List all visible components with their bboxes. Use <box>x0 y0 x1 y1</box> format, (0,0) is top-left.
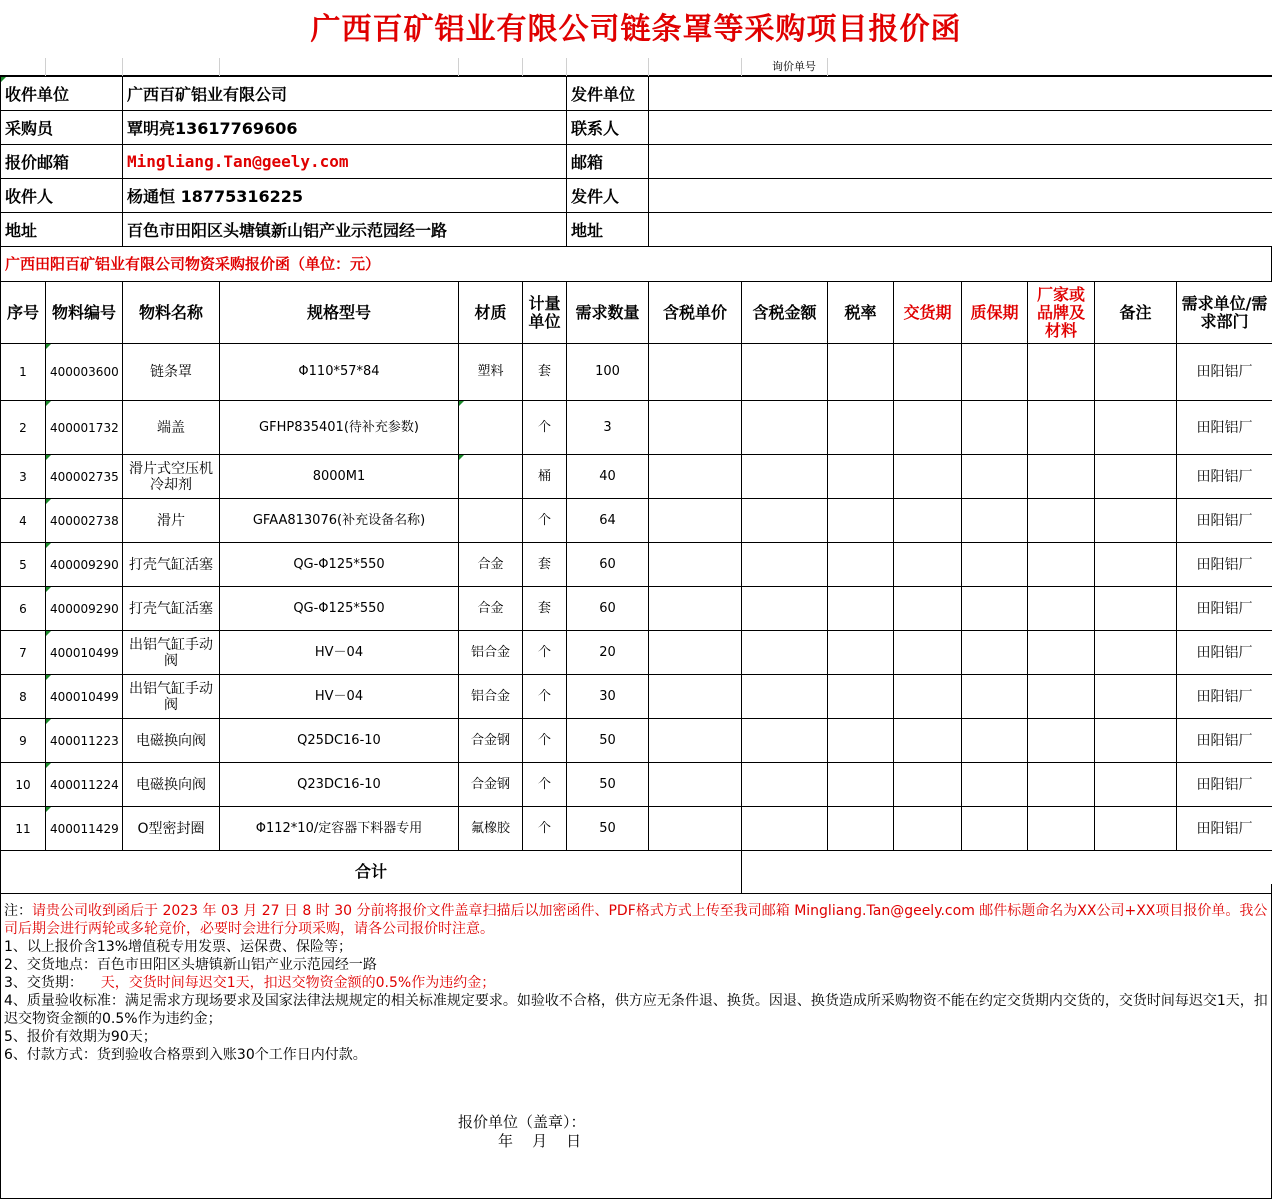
column-header: 厂家或品牌及材料 <box>1028 282 1095 344</box>
cell-delivery[interactable] <box>894 401 962 455</box>
note-line-3-prefix: 3、交货期： <box>4 975 83 991</box>
cell-remark[interactable] <box>1095 499 1177 543</box>
cell-tax-rate[interactable] <box>828 675 894 719</box>
cell-code: 400009290 <box>46 587 123 631</box>
cell-name: 打壳气缸活塞 <box>123 587 220 631</box>
cell-remark[interactable] <box>1095 719 1177 763</box>
cell-material <box>459 499 523 543</box>
cell-material: 铝合金 <box>459 631 523 675</box>
cell-unit-price[interactable] <box>649 807 742 851</box>
column-header: 质保期 <box>962 282 1028 344</box>
cell-amount[interactable] <box>742 344 828 401</box>
cell-tax-rate[interactable] <box>828 631 894 675</box>
cell-seq: 2 <box>1 401 46 455</box>
cell-brand[interactable] <box>1028 631 1095 675</box>
cell-unit: 套 <box>523 543 567 587</box>
info-row <box>1 111 1272 145</box>
cell-tax-rate[interactable] <box>828 499 894 543</box>
table-row <box>1 807 1272 851</box>
cell-amount[interactable] <box>742 499 828 543</box>
cell-delivery[interactable] <box>894 344 962 401</box>
cell-unit-price[interactable] <box>649 587 742 631</box>
cell-material: 合金钢 <box>459 763 523 807</box>
cell-brand[interactable] <box>1028 344 1095 401</box>
cell-code: 400002735 <box>46 455 123 499</box>
info-label: 收件单位 <box>1 77 123 111</box>
table-row <box>1 675 1272 719</box>
info-value[interactable]: 杨通恒 18775316225 <box>123 179 567 213</box>
table-row <box>1 543 1272 587</box>
cell-unit: 个 <box>523 499 567 543</box>
cell-seq: 7 <box>1 631 46 675</box>
cell-name: 电磁换向阀 <box>123 719 220 763</box>
cell-qty: 50 <box>567 719 649 763</box>
cell-unit: 个 <box>523 807 567 851</box>
cell-code: 400009290 <box>46 543 123 587</box>
cell-material: 合金 <box>459 587 523 631</box>
signature-date: 年 月 日 <box>498 1132 582 1150</box>
cell-remark[interactable] <box>1095 631 1177 675</box>
cell-remark[interactable] <box>1095 587 1177 631</box>
cell-tax-rate[interactable] <box>828 807 894 851</box>
cell-dept: 田阳铝厂 <box>1177 631 1272 675</box>
cell-seq: 1 <box>1 344 46 401</box>
cell-code: 400001732 <box>46 401 123 455</box>
cell-spec: GFAA813076(补充设备名称) <box>220 499 459 543</box>
cell-material <box>459 401 523 455</box>
column-header: 税率 <box>828 282 894 344</box>
cell-tax-rate[interactable] <box>828 543 894 587</box>
info-value[interactable]: 百色市田阳区头塘镇新山铝产业示范园经一路 <box>123 213 567 247</box>
column-header: 规格型号 <box>220 282 459 344</box>
cell-brand[interactable] <box>1028 401 1095 455</box>
cell-qty: 60 <box>567 543 649 587</box>
signature-block <box>458 1113 586 1151</box>
cell-seq: 4 <box>1 499 46 543</box>
info-right-label: 联系人 <box>567 111 649 145</box>
cell-name: O型密封圈 <box>123 807 220 851</box>
cell-spec: HV－04 <box>220 631 459 675</box>
cell-unit-price[interactable] <box>649 763 742 807</box>
notes-red-line: 请贵公司收到函后于 2023 年 03 月 27 日 8 时 30 分前将报价文件盖章扫描后以加密函件、PDF格式方式上传至我司邮箱 Mingliang.Tan@geely.com 邮件标题命名为XX公司+XX项目报价单。我公司后期会进行两轮或多轮竞价，必要时会进行分项采购，请各公司报价时注意。 <box>4 903 1268 937</box>
info-right-label: 邮箱 <box>567 145 649 179</box>
cell-unit-price[interactable] <box>649 401 742 455</box>
cell-dept: 田阳铝厂 <box>1177 455 1272 499</box>
column-header: 计量单位 <box>523 282 567 344</box>
info-value[interactable]: 广西百矿铝业有限公司 <box>123 77 567 111</box>
cell-material: 合金钢 <box>459 719 523 763</box>
cell-dept: 田阳铝厂 <box>1177 807 1272 851</box>
note-line-2: 2、交货地点：百色市田阳区头塘镇新山铝产业示范园经一路 <box>4 957 377 973</box>
cell-delivery[interactable] <box>894 543 962 587</box>
cell-unit: 个 <box>523 675 567 719</box>
column-header: 物料编号 <box>46 282 123 344</box>
table-subtitle: 广西田阳百矿铝业有限公司物资采购报价函（单位：元） <box>0 246 1272 281</box>
cell-unit: 套 <box>523 344 567 401</box>
cell-warranty[interactable] <box>962 543 1028 587</box>
cell-warranty[interactable] <box>962 587 1028 631</box>
table-row <box>1 344 1272 401</box>
cell-seq: 6 <box>1 587 46 631</box>
cell-material: 铝合金 <box>459 675 523 719</box>
cell-code: 400011429 <box>46 807 123 851</box>
cell-unit-price[interactable] <box>649 499 742 543</box>
cell-warranty[interactable] <box>962 344 1028 401</box>
cell-dept: 田阳铝厂 <box>1177 587 1272 631</box>
cell-spec: GFHP835401(待补充参数) <box>220 401 459 455</box>
cell-amount[interactable] <box>742 455 828 499</box>
cell-amount[interactable] <box>742 587 828 631</box>
cell-delivery[interactable] <box>894 763 962 807</box>
cell-unit: 个 <box>523 719 567 763</box>
info-label: 报价邮箱 <box>1 145 123 179</box>
cell-name: 端盖 <box>123 401 220 455</box>
cell-seq: 5 <box>1 543 46 587</box>
cell-material <box>459 455 523 499</box>
items-header-row <box>1 282 1272 344</box>
cell-code: 400002738 <box>46 499 123 543</box>
cell-brand[interactable] <box>1028 763 1095 807</box>
cell-dept: 田阳铝厂 <box>1177 719 1272 763</box>
column-header: 含税单价 <box>649 282 742 344</box>
cell-brand[interactable] <box>1028 675 1095 719</box>
cell-warranty[interactable] <box>962 763 1028 807</box>
column-header: 需求数量 <box>567 282 649 344</box>
cell-warranty[interactable] <box>962 499 1028 543</box>
info-value[interactable]: 覃明亮13617769606 <box>123 111 567 145</box>
cell-delivery[interactable] <box>894 455 962 499</box>
cell-seq: 10 <box>1 763 46 807</box>
info-label: 地址 <box>1 213 123 247</box>
cell-name: 出铝气缸手动阀 <box>123 631 220 675</box>
cell-dept: 田阳铝厂 <box>1177 401 1272 455</box>
cell-code: 400010499 <box>46 631 123 675</box>
cell-amount[interactable] <box>742 631 828 675</box>
table-row <box>1 455 1272 499</box>
cell-warranty[interactable] <box>962 719 1028 763</box>
note-line-4: 4、质量验收标准：满足需求方现场要求及国家法律法规规定的相关标准规定要求。如验收不合格，供方应无条件退、换货。因退、换货造成所采购物资不能在约定交货期内交货的，交货时间每迟交1天，扣迟交物资金额的0.5%作为违约金； <box>4 993 1268 1027</box>
cell-brand[interactable] <box>1028 543 1095 587</box>
notes-prefix: 注： <box>4 903 32 919</box>
info-table <box>0 76 1272 247</box>
cell-unit: 个 <box>523 401 567 455</box>
info-label: 收件人 <box>1 179 123 213</box>
cell-tax-rate[interactable] <box>828 587 894 631</box>
cell-brand[interactable] <box>1028 807 1095 851</box>
cell-delivery[interactable] <box>894 675 962 719</box>
cell-seq: 3 <box>1 455 46 499</box>
cell-unit-price[interactable] <box>649 719 742 763</box>
info-right-value[interactable] <box>649 145 1272 179</box>
cell-spec: Q23DC16-10 <box>220 763 459 807</box>
info-right-value[interactable] <box>649 179 1272 213</box>
info-value[interactable]: Mingliang.Tan@geely.com <box>123 145 567 179</box>
info-right-value[interactable] <box>649 213 1272 247</box>
cell-spec: QG-Φ125*550 <box>220 543 459 587</box>
cell-warranty[interactable] <box>962 455 1028 499</box>
cell-unit-price[interactable] <box>649 344 742 401</box>
cell-unit-price[interactable] <box>649 455 742 499</box>
cell-delivery[interactable] <box>894 499 962 543</box>
note-line-1: 1、以上报价含13%增值税专用发票、运保费、保险等； <box>4 939 353 955</box>
cell-spec: QG-Φ125*550 <box>220 587 459 631</box>
cell-tax-rate[interactable] <box>828 401 894 455</box>
cell-spec: Q25DC16-10 <box>220 719 459 763</box>
cell-delivery[interactable] <box>894 587 962 631</box>
note-line-5: 5、报价有效期为90天； <box>4 1029 157 1045</box>
cell-dept: 田阳铝厂 <box>1177 344 1272 401</box>
signature-label: 报价单位（盖章）： <box>458 1113 586 1131</box>
table-row <box>1 631 1272 675</box>
info-row <box>1 77 1272 111</box>
cell-seq: 8 <box>1 675 46 719</box>
info-right-value[interactable] <box>649 77 1272 111</box>
table-row <box>1 401 1272 455</box>
info-row <box>1 145 1272 179</box>
notes-red-paragraph <box>4 902 1271 938</box>
note-line-3 <box>4 974 1271 992</box>
cell-tax-rate[interactable] <box>828 719 894 763</box>
column-header: 序号 <box>1 282 46 344</box>
info-right-value[interactable] <box>649 111 1272 145</box>
cell-material: 氟橡胶 <box>459 807 523 851</box>
cell-tax-rate[interactable] <box>828 455 894 499</box>
cell-amount[interactable] <box>742 675 828 719</box>
cell-unit-price[interactable] <box>649 675 742 719</box>
cell-unit: 个 <box>523 763 567 807</box>
cell-qty: 50 <box>567 763 649 807</box>
cell-name: 出铝气缸手动阀 <box>123 675 220 719</box>
cell-delivery[interactable] <box>894 631 962 675</box>
cell-unit-price[interactable] <box>649 631 742 675</box>
items-table <box>0 281 1272 894</box>
cell-code: 400003600 <box>46 344 123 401</box>
cell-tax-rate[interactable] <box>828 344 894 401</box>
cell-qty: 100 <box>567 344 649 401</box>
cell-warranty[interactable] <box>962 807 1028 851</box>
cell-dept: 田阳铝厂 <box>1177 675 1272 719</box>
cell-amount[interactable] <box>742 543 828 587</box>
cell-name: 打壳气缸活塞 <box>123 543 220 587</box>
info-row <box>1 213 1272 247</box>
info-right-label: 发件人 <box>567 179 649 213</box>
column-header: 备注 <box>1095 282 1177 344</box>
cell-qty: 60 <box>567 587 649 631</box>
table-row <box>1 719 1272 763</box>
cell-qty: 40 <box>567 455 649 499</box>
cell-name: 滑片 <box>123 499 220 543</box>
cell-tax-rate[interactable] <box>828 763 894 807</box>
column-header: 交货期 <box>894 282 962 344</box>
cell-dept: 田阳铝厂 <box>1177 499 1272 543</box>
info-right-label: 地址 <box>567 213 649 247</box>
column-header: 含税金额 <box>742 282 828 344</box>
cell-remark[interactable] <box>1095 763 1177 807</box>
cell-brand[interactable] <box>1028 455 1095 499</box>
cell-spec: Φ110*57*84 <box>220 344 459 401</box>
cell-name: 电磁换向阀 <box>123 763 220 807</box>
inquiry-number-row <box>0 58 1272 76</box>
cell-dept: 田阳铝厂 <box>1177 543 1272 587</box>
cell-remark[interactable] <box>1095 455 1177 499</box>
cell-remark[interactable] <box>1095 807 1177 851</box>
cell-remark[interactable] <box>1095 401 1177 455</box>
cell-dept: 田阳铝厂 <box>1177 763 1272 807</box>
cell-unit: 套 <box>523 587 567 631</box>
cell-qty: 50 <box>567 807 649 851</box>
cell-brand[interactable] <box>1028 719 1095 763</box>
cell-spec: Φ112*10/定容器下料器专用 <box>220 807 459 851</box>
cell-remark[interactable] <box>1095 543 1177 587</box>
table-row <box>1 499 1272 543</box>
cell-unit: 桶 <box>523 455 567 499</box>
cell-material: 合金 <box>459 543 523 587</box>
cell-brand[interactable] <box>1028 587 1095 631</box>
cell-qty: 30 <box>567 675 649 719</box>
cell-remark[interactable] <box>1095 675 1177 719</box>
document-title: 广西百矿铝业有限公司链条罩等采购项目报价函 <box>310 12 962 47</box>
table-row <box>1 763 1272 807</box>
cell-seq: 9 <box>1 719 46 763</box>
cell-warranty[interactable] <box>962 675 1028 719</box>
cell-qty: 3 <box>567 401 649 455</box>
cell-warranty[interactable] <box>962 401 1028 455</box>
cell-delivery[interactable] <box>894 807 962 851</box>
info-row <box>1 179 1272 213</box>
column-header: 物料名称 <box>123 282 220 344</box>
cell-delivery[interactable] <box>894 719 962 763</box>
note-line-3-red: 天，交货时间每迟交1天，扣迟交物资金额的0.5%作为违约金； <box>82 975 496 991</box>
cell-qty: 64 <box>567 499 649 543</box>
info-label: 采购员 <box>1 111 123 145</box>
cell-remark[interactable] <box>1095 344 1177 401</box>
cell-unit-price[interactable] <box>649 543 742 587</box>
total-label: 合计 <box>1 851 742 894</box>
cell-code: 400010499 <box>46 675 123 719</box>
column-header: 需求单位/需求部门 <box>1177 282 1272 344</box>
cell-brand[interactable] <box>1028 499 1095 543</box>
cell-amount[interactable] <box>742 807 828 851</box>
cell-amount[interactable] <box>742 719 828 763</box>
cell-name: 链条罩 <box>123 344 220 401</box>
cell-code: 400011223 <box>46 719 123 763</box>
cell-material: 塑料 <box>459 344 523 401</box>
column-header: 材质 <box>459 282 523 344</box>
cell-unit: 个 <box>523 631 567 675</box>
cell-name: 滑片式空压机冷却剂 <box>123 455 220 499</box>
cell-amount[interactable] <box>742 763 828 807</box>
notes-section <box>0 884 1272 1199</box>
cell-qty: 20 <box>567 631 649 675</box>
cell-code: 400011224 <box>46 763 123 807</box>
note-line-6: 6、付款方式：货到验收合格票到入账30个工作日内付款。 <box>4 1047 367 1063</box>
cell-warranty[interactable] <box>962 631 1028 675</box>
cell-spec: 8000M1 <box>220 455 459 499</box>
cell-amount[interactable] <box>742 401 828 455</box>
cell-spec: HV－04 <box>220 675 459 719</box>
table-row <box>1 587 1272 631</box>
inquiry-number-label: 询价单号 <box>772 60 816 73</box>
cell-seq: 11 <box>1 807 46 851</box>
info-right-label: 发件单位 <box>567 77 649 111</box>
